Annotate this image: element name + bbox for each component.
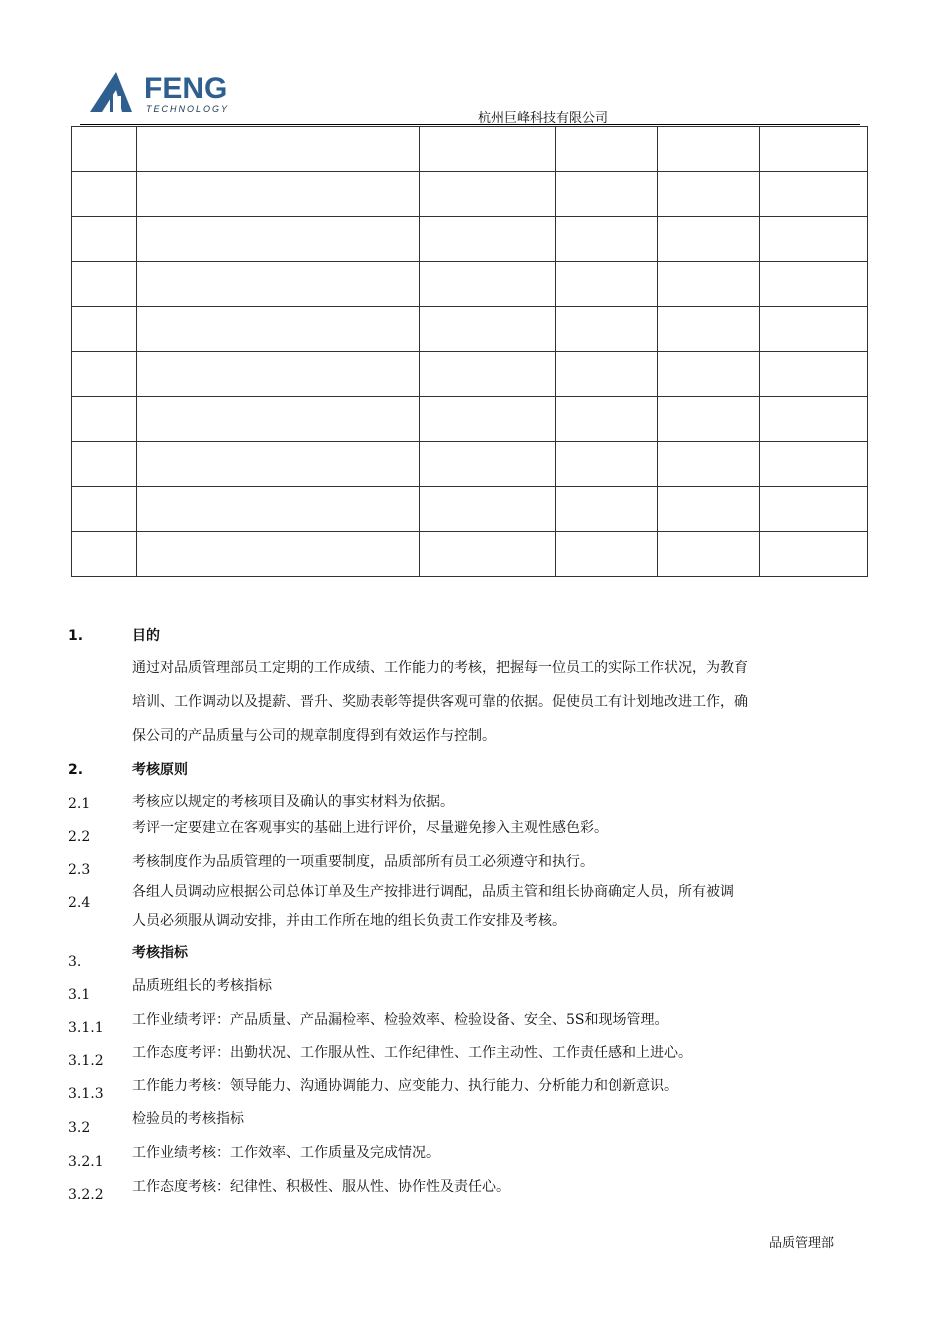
table-cell: [137, 127, 420, 172]
table-row: [72, 307, 868, 352]
item-text: 各组人员调动应根据公司总体订单及生产按排进行调配，品质主管和组长协商确定人员，所有被调: [132, 884, 734, 900]
table-cell: [72, 397, 137, 442]
item-number: 3.1: [68, 987, 91, 1003]
paragraph-line: 培训、工作调动以及提薪、晋升、奖励表彰等提供客观可靠的依据。促使员工有计划地改进工作，确: [132, 694, 748, 710]
item-text: 考核制度作为品质管理的一项重要制度，品质部所有员工必须遵守和执行。: [132, 854, 594, 870]
table-cell: [137, 262, 420, 307]
table-cell: [137, 532, 420, 577]
footer-department: 品质管理部: [769, 1236, 835, 1251]
table-row: [72, 262, 868, 307]
table-cell: [658, 532, 760, 577]
logo-text: FENG: [144, 72, 228, 105]
table-cell: [658, 127, 760, 172]
table-cell: [420, 352, 556, 397]
table-cell: [137, 307, 420, 352]
item-text: 品质班组长的考核指标: [132, 978, 272, 994]
item-number: 3.1.1: [68, 1020, 104, 1036]
table-row: [72, 532, 868, 577]
table-cell: [137, 397, 420, 442]
section-title: 考核指标: [132, 945, 188, 961]
table-cell: [420, 532, 556, 577]
table-row: [72, 127, 868, 172]
table-cell: [760, 352, 868, 397]
table-cell: [658, 487, 760, 532]
table-cell: [420, 307, 556, 352]
table-row: [72, 397, 868, 442]
table-cell: [760, 262, 868, 307]
table-cell: [658, 217, 760, 262]
table-cell: [420, 127, 556, 172]
table-cell: [420, 442, 556, 487]
table-cell: [72, 487, 137, 532]
table-cell: [760, 532, 868, 577]
section-title: 目的: [132, 628, 160, 644]
table-cell: [72, 532, 137, 577]
table-cell: [556, 352, 658, 397]
table-cell: [137, 172, 420, 217]
table-cell: [420, 262, 556, 307]
table-cell: [556, 397, 658, 442]
table-cell: [420, 397, 556, 442]
company-logo: [88, 70, 263, 116]
item-number: 2.4: [68, 895, 91, 911]
table-cell: [556, 172, 658, 217]
table-cell: [760, 487, 868, 532]
table-cell: [420, 487, 556, 532]
item-text: 工作态度考核：纪律性、积极性、服从性、协作性及责任心。: [132, 1179, 510, 1195]
section-number: 2.: [68, 762, 84, 778]
table-cell: [760, 442, 868, 487]
section-number: 1.: [68, 628, 84, 644]
table-cell: [556, 262, 658, 307]
item-text: 工作业绩考评：产品质量、产品漏检率、检验效率、检验设备、安全、5S和现场管理。: [132, 1012, 669, 1028]
table-cell: [556, 487, 658, 532]
item-number: 3.2: [68, 1120, 91, 1136]
paragraph-line: 保公司的产品质量与公司的规章制度得到有效运作与控制。: [132, 728, 496, 744]
table-cell: [556, 307, 658, 352]
item-text: 工作态度考评：出勤状况、工作服从性、工作纪律性、工作主动性、工作责任感和上进心。: [132, 1045, 692, 1061]
paragraph-line: 通过对品质管理部员工定期的工作成绩、工作能力的考核，把握每一位员工的实际工作状况，为教育: [132, 660, 748, 676]
table-cell: [658, 172, 760, 217]
item-number: 3.2.2: [68, 1187, 104, 1203]
section-title: 考核原则: [132, 762, 188, 778]
table-cell: [556, 442, 658, 487]
table-cell: [420, 172, 556, 217]
item-text: 工作业绩考核：工作效率、工作质量及完成情况。: [132, 1145, 440, 1161]
table-row: [72, 442, 868, 487]
table-cell: [658, 307, 760, 352]
table-row: [72, 352, 868, 397]
company-name: 杭州巨峰科技有限公司: [478, 111, 609, 126]
table-cell: [72, 172, 137, 217]
table-row: [72, 487, 868, 532]
item-number: 3.1.2: [68, 1053, 104, 1069]
table-cell: [556, 127, 658, 172]
item-number: 2.1: [68, 796, 91, 812]
table-row: [72, 172, 868, 217]
table-row: [72, 217, 868, 262]
item-number: 3.1.3: [68, 1086, 104, 1102]
table-cell: [137, 352, 420, 397]
item-number: 2.3: [68, 862, 91, 878]
table-cell: [72, 262, 137, 307]
table-cell: [137, 487, 420, 532]
header-divider: [80, 124, 860, 125]
section-number: 3.: [68, 954, 82, 970]
item-text: 工作能力考核：领导能力、沟通协调能力、应变能力、执行能力、分析能力和创新意识。: [132, 1078, 678, 1094]
item-text: 考评一定要建立在客观事实的基础上进行评价，尽量避免掺入主观性感色彩。: [132, 820, 608, 836]
table-cell: [137, 217, 420, 262]
table-cell: [760, 397, 868, 442]
item-text: 检验员的考核指标: [132, 1111, 244, 1127]
table-cell: [760, 307, 868, 352]
item-number: 2.2: [68, 829, 91, 845]
table-cell: [760, 127, 868, 172]
table-cell: [72, 352, 137, 397]
table-cell: [658, 397, 760, 442]
record-table: [71, 126, 868, 577]
item-text: 人员必须服从调动安排，并由工作所在地的组长负责工作安排及考核。: [132, 913, 566, 929]
table-cell: [556, 532, 658, 577]
item-number: 3.2.1: [68, 1154, 104, 1170]
table-cell: [658, 352, 760, 397]
table-cell: [658, 442, 760, 487]
table-cell: [72, 127, 137, 172]
table-cell: [420, 217, 556, 262]
table-cell: [72, 442, 137, 487]
table-cell: [760, 217, 868, 262]
item-text: 考核应以规定的考核项目及确认的事实材料为依据。: [132, 794, 454, 810]
logo-subtext: TECHNOLOGY: [146, 104, 230, 114]
table-cell: [72, 217, 137, 262]
table-cell: [556, 217, 658, 262]
table-cell: [137, 442, 420, 487]
table-cell: [72, 307, 137, 352]
table-cell: [760, 172, 868, 217]
table-cell: [658, 262, 760, 307]
